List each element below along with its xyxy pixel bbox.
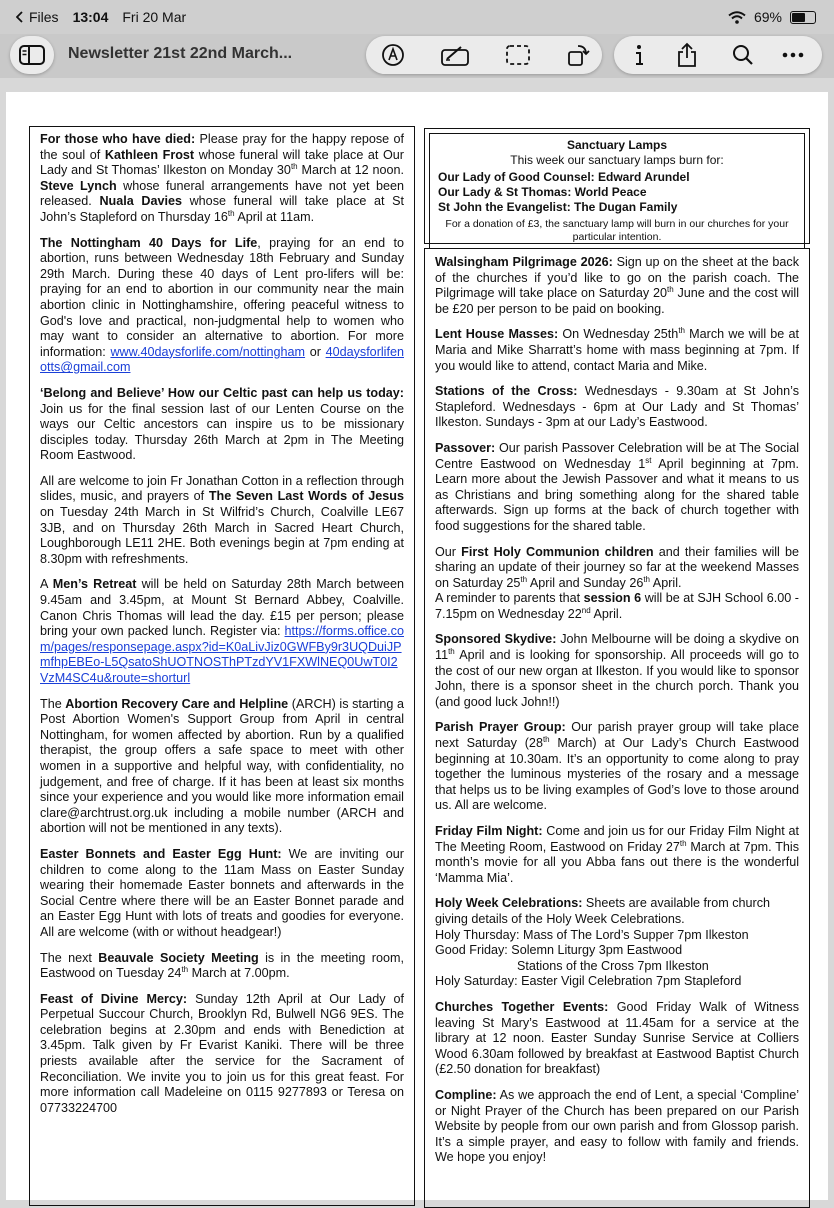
lamp-st-john: St John the Evangelist: The Dugan Family <box>438 200 678 214</box>
forty-days-notice: The Nottingham 40 Days for Life, praying for an end to abortion, runs between Wednesday 18th February and Sunday 29th March. During these 40 days of Lent pro-lifers will be: praying for an end to abortion in our community near the main abortion clinic in Nottinghamshire, offering peaceful witness to God's love and practical, non-judgmental help to women who may want to consider an alternative to abortion. For more information: www.40daysforlife.com/nottingham or 40daysforlifenotts@gmail.com <box>40 235 404 375</box>
document-page <box>6 92 828 1200</box>
forty-days-website-link[interactable]: www.40daysforlife.com/nottingham <box>110 344 306 359</box>
walsingham-notice: Walsingham Pilgrimage 2026: Sign up on the sheet at the back of the churches if you’d like to go on the parish coach. The Pilgrimage will take place on Saturday 20th June and the cost will be £20 per person to be paid on booking. <box>435 255 799 316</box>
share-button[interactable] <box>672 40 702 70</box>
arch-notice: The Abortion Recovery Care and Helpline (ARCH) is starting a Post Abortion Women's Support Group from April in central Nottingham, for women affected by abortion. Run by a qualified therapist, the group offers a safe space to meet with other women in a supportive and helpful way, with confidentiality, no judgement, and free of charge. If it has been at least six months since your experience and you would like more information email clare@archtrust.org.uk including a mobile number (ARCH and abortion will not be mentioned in any texts). <box>40 696 405 836</box>
markup-tools-group <box>366 36 602 74</box>
share-icon <box>676 42 698 68</box>
compline-notice: Compline: As we approach the end of Lent, a special ‘Compline’ or Night Prayer of the Church has been prepared on our Parish Website by people from our own parish and from Glossop parish. It’s a simple prayer, and easy to follow with family and friends. We hope you enjoy! <box>435 1087 799 1165</box>
lamps-donation: For a donation of £3, the sanctuary lamp will burn in our churches for your particular intention. <box>445 218 789 243</box>
markup-button[interactable] <box>378 41 408 69</box>
back-to-files-link[interactable] <box>16 9 59 25</box>
search-button[interactable] <box>728 41 758 69</box>
stations-notice: Stations of the Cross: Wednesdays - 9.30am at St John’s Stapleford. Wednesdays - 6pm at Our Lady and St Thomas’ Ilkeston. Sundays - 3pm at our Lady’s Eastwood. <box>435 384 799 430</box>
document-title[interactable]: Newsletter 21st 22nd March... <box>68 45 293 62</box>
holy-week-notice: Holy Week Celebrations: Sheets are available from church giving details of the Holy Week Celebrations. Holy Thursday: Mass of The Lord’s Supper 7pm Ilkeston Good Friday: Solemn Liturgy 3pm Eastwood Stations of the Cross 7pm Ilkeston Holy Saturday: Easter Vigil Celebration 7pm Stapleford <box>435 896 771 989</box>
info-icon <box>633 43 645 67</box>
sanctuary-lamps-box <box>424 128 810 244</box>
back-chevron-icon <box>16 11 24 23</box>
wifi-icon <box>728 11 746 24</box>
right-column <box>424 248 810 1208</box>
signature-button[interactable] <box>438 41 472 69</box>
divine-mercy-notice: Feast of Divine Mercy: Sunday 12th April at Our Lady of Perpetual Succour Church, Brooklyn Rd, Bulwell NG6 9ES. The celebration begins at 2.30pm and ends with Benediction at 3.45pm. Talk given by Fr Evarist Kaniki. There will be three priests available after the service for the Sacrament of Reconciliation. We invite you to join us for this great feast. For more information call Madeleine on 0115 9277893 or Teresa on 07733224700 <box>40 991 404 1115</box>
film-night-notice: Friday Film Night: Come and join us for our Friday Film Night at The Meeting Room, Eastwood on Friday 27th March at 7pm. This month’s movie for all you Abba fans out there is the wonderful ‘Mamma Mia’. <box>435 824 799 885</box>
seven-words-notice: All are welcome to join Fr Jonathan Cotton in a reflection through slides, music, and prayers of The Seven Last Words of Jesus on Tuesday 24th March in St Wilfrid’s Church, Coalville LE67 3JB, and on Thursday 26th March in Sacred Heart Church, Loughborough LE11 2HE. Both evenings begin at 7pm ending at 8.30pm with refreshments. <box>40 473 404 566</box>
status-time: 13:04 <box>72 9 109 25</box>
left-column <box>29 126 415 1206</box>
churches-together-notice: Churches Together Events: Good Friday Walk of Witness leaving St Mary’s Eastwood at 11.45am for a service at the library at 12 noon. Easter Sunday Sunrise Service at Colliers Wood 6.30am followed by breakfast at Eastwood Baptist Church (£2.50 donation for breakfast) <box>435 999 799 1077</box>
more-button[interactable] <box>778 41 808 69</box>
passover-notice: Passover: Our parish Passover Celebration will be at The Social Centre Eastwood on Wednesday 1st April beginning at 7pm. Learn more about the Jewish Passover and what it means to us as Christians and bring something along for the shared table afterwards. Sign up forms at the back of church together with food suggestions for the shared table. <box>435 440 799 533</box>
communion-notice: Our First Holy Communion children and their families will be sharing an update of their journey so far at the weekend Masses on Saturday 25th April and Sunday 26th April. A reminder to parents that session 6 will be at SJH School 6.00 - 7.15pm on Wednesday 22nd April. <box>435 544 799 621</box>
info-button[interactable] <box>624 41 654 69</box>
battery-percent: 69% <box>753 9 782 25</box>
prayer-group-notice: Parish Prayer Group: Our parish prayer group will take place next Saturday (28th March) at Our Lady’s Church Eastwood beginning at 10.30am. It’s an opportunity to come along to pray together the luminous mysteries of the rosary and a message that helps us to be living examples of God’s love to those around us. All are welcome. <box>435 720 799 813</box>
lamp-st-thomas: Our Lady & St Thomas: World Peace <box>438 185 647 199</box>
pen-circle-icon <box>381 43 405 67</box>
rotate-button[interactable] <box>562 41 594 69</box>
mens-retreat-notice: A Men’s Retreat will be held on Saturday 28th March between 9.45am and 3.45pm, at Mount St Bernard Abbey, Coalville. Canon Chris Thomas will lead the day. £15 per person; please bring your own packed lunch. Register via: https://forms.office.com/pages/responsepage.aspx?id=K0aLivJiz0GWFBy9r3UQDuiJPmfhpEBEo-L5QsatoShUOTNOSThPTzdYV1FXWlNEQ0UwT0I2VzM4SC4u&route=shorturl <box>40 577 404 685</box>
sidebar-button[interactable] <box>10 36 54 74</box>
forty-days-email-link[interactable]: 40daysforlifenotts@gmail.com <box>40 344 404 375</box>
dashed-select-icon <box>505 44 531 66</box>
rotate-page-icon <box>566 43 590 67</box>
easter-bonnets-notice: Easter Bonnets and Easter Egg Hunt: We are inviting our children to come along to the 11am Mass on Easter Sunday wearing their homemade Easter bonnets and afterwards in the Social Centre where there will be an Easter Bonnet parade and an Easter Egg Hunt with lots of treats and goodies for everyone. All are welcome (with or without headgear!) <box>40 846 404 939</box>
search-icon <box>732 44 754 66</box>
lamps-title: Sanctuary Lamps <box>566 138 668 152</box>
lamp-good-counsel: Our Lady of Good Counsel: Edward Arundel <box>438 170 690 184</box>
beauvale-notice: The next Beauvale Society Meeting is in the meeting room, Eastwood on Tuesday 24th March at 7.00pm. <box>40 950 404 981</box>
signature-icon <box>441 44 469 66</box>
back-app-label: Files <box>29 9 59 25</box>
action-tools-group <box>614 36 822 74</box>
retreat-register-link[interactable]: https://forms.office.com/pages/responsepage.aspx?id=K0aLivJiz0GWFBy9r3UQDuiJPmfhpEBEo-L5QsatoShUOTNOSThPTzdYV1FXWlNEQ0UwT0I2VzM4SC4u&route=shorturl <box>40 624 404 685</box>
skydive-notice: Sponsored Skydive: John Melbourne will be doing a skydive on 11th April and is looking for sponsorship. All proceeds will go to the cost of our new organ at Ilkeston. If you would like to sponsor John, there is a sponsor sheet in the church porch. Thank you (and good luck John!!) <box>435 632 800 709</box>
lent-masses-notice: Lent House Masses: On Wednesday $25th^{th}$ March we will be at Maria and Mike Sharratt’s home with mass beginning at 7pm. If you would like to attend, contact Maria and Mike. <box>435 326 799 373</box>
died-notice: For those who have died: Please pray for the happy repose of the soul of Kathleen Frost whose funeral will take place at Our Lady and St Thomas’ Ilkeston on Monday 30th March at 12 noon. Steve Lynch whose funeral arrangements have not yet been released. Nuala Davies whose funeral will take place at St John’s Stapleford on Thursday 16th April at 11am. <box>40 132 405 224</box>
lamps-intro: This week our sanctuary lamps burn for: <box>510 153 724 167</box>
battery-icon <box>790 11 816 24</box>
sidebar-icon <box>19 45 45 65</box>
status-date: Fri 20 Mar <box>122 9 187 25</box>
more-icon <box>781 51 805 59</box>
celtic-course-notice: ‘Belong and Believe’ How our Celtic past can help us today: Join us for the final session last of our Lenten Course on the ways our Celtic ancestors can inspire us to be missionary disciples today. Thursday 26th March at 2pm in The Meeting Room Eastwood. <box>40 385 404 463</box>
select-button[interactable] <box>502 41 534 69</box>
status-bar <box>0 0 834 34</box>
